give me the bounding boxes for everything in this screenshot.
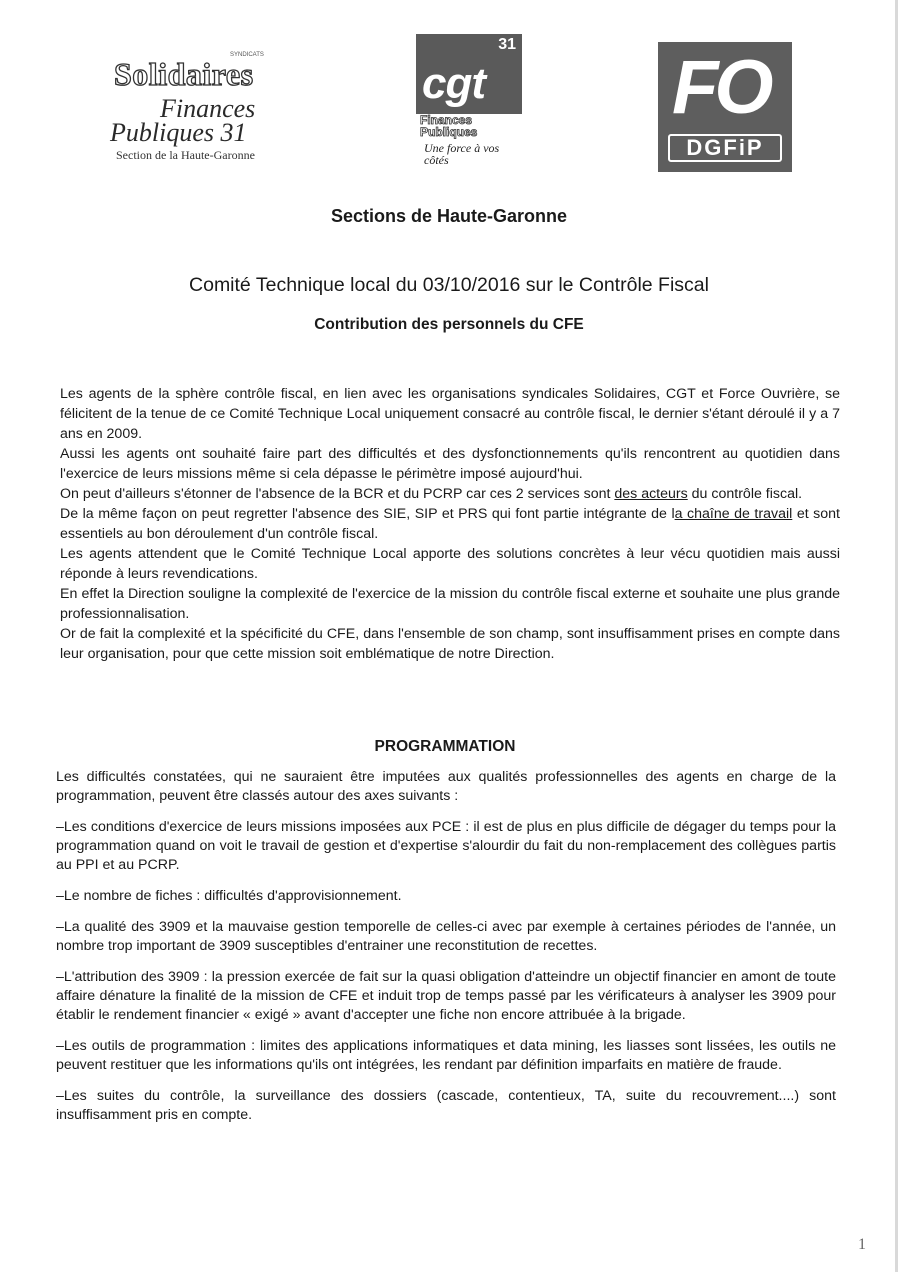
- intro-paragraph: Or de fait la complexité et la spécificité du CFE, dans l'ensemble de son champ, sont insuffisamment prises en compte dans leur organisation, pour que cette mission soit emblématique de notre Direction.: [60, 626, 840, 662]
- intro-paragraph: [60, 484, 840, 504]
- intro-paragraph: Aussi les agents ont souhaité faire part des difficultés et des dysfonctionnements qu'ils rencontrent au quotidien dans l'exercice de leurs missions même si cela dépasse le périmètre imposé aujourd'hui.: [60, 446, 840, 482]
- programmation-section: [56, 768, 836, 1125]
- programmation-item: –L'attribution des 3909 : la pression exercée de fait sur la quasi obligation d'atteindre un objectif financier en amont de toute affaire dénature la finalité de la mission de CFE et induit trop de temps passé par les vérificateurs à analyser les 3909 pour établir le rendement financier « exigé » avant d'accepter une fiche non encore attribuée à la brigade.: [56, 969, 836, 1023]
- cgt-logo-slogan: Une force à vos côtés: [424, 141, 500, 167]
- intro-paragraph: [60, 504, 840, 544]
- intro-text-span: et sont essentiels au bon déroulement d'un contrôle fiscal.: [60, 506, 840, 542]
- fo-logo: [658, 42, 792, 172]
- programmation-item: –Les conditions d'exercice de leurs missions imposées aux PCE : il est de plus en plus difficile de dégager du temps pour la programmation quand on voit le travail de gestion et d'expertise s'alourdir du fait du non-remplacement des collègues partis au PPI et au PCRP.: [56, 819, 836, 873]
- programmation-heading: PROGRAMMATION: [374, 738, 516, 755]
- underlined-text: a chaîne de travail: [674, 506, 793, 522]
- solidaires-logo-section: Section de la Haute-Garonne: [116, 148, 255, 162]
- underlined-text: des acteurs: [614, 486, 688, 502]
- fo-logo-word: FO: [672, 45, 770, 130]
- cgt-logo: [416, 34, 524, 166]
- fo-logo-sub: DGFiP: [668, 134, 782, 162]
- intro-text-span: du contrôle fiscal.: [687, 486, 803, 502]
- cgt-logo-number: 31: [498, 36, 516, 53]
- sections-heading: Sections de Haute-Garonne: [330, 206, 568, 226]
- page-number: 1: [858, 1236, 866, 1253]
- contribution-heading: Contribution des personnels du CFE: [314, 316, 584, 333]
- cgt-logo-word: cgt: [422, 59, 485, 108]
- cgt-logo-sub: Finances Publiques: [420, 113, 478, 139]
- programmation-lead: Les difficultés constatées, qui ne sauraient être imputées aux qualités professionnelles des agents en charge de la programmation, peuvent être classés autour des axes suivants :: [56, 769, 836, 804]
- programmation-item: –Le nombre de fiches : difficultés d'approvisionnement.: [56, 888, 402, 904]
- solidaires-logo-tiny: SYNDICATS: [230, 52, 264, 58]
- programmation-item: –Les outils de programmation : limites des applications informatiques et data mining, les liasses sont lissées, les outils ne peuvent restituer que les informations qu'ils ont intégrées, les rendant par définition imparfaits en matière de fraude.: [56, 1038, 836, 1073]
- intro-paragraph: Les agents de la sphère contrôle fiscal, en lien avec les organisations syndicales Solidaires, CGT et Force Ouvrière, se félicitent de la tenue de ce Comité Technique Local uniquement consacré au contrôle fiscal, le dernier s'étant déroulé il y a 7 ans en 2009.: [60, 386, 840, 442]
- comite-heading: Comité Technique local du 03/10/2016 sur le Contrôle Fiscal: [189, 274, 709, 296]
- programmation-item: –Les suites du contrôle, la surveillance des dossiers (cascade, contentieux, TA, suite du recouvrement....) sont insuffisamment pris en compte.: [56, 1088, 836, 1123]
- solidaires-logo-line1: Finances: [160, 94, 256, 123]
- intro-text-span: On peut d'ailleurs s'étonner de l'absence de la BCR et du PCRP car ces 2 services sont: [60, 486, 615, 502]
- solidaires-logo: [108, 52, 288, 164]
- cgt-logo-block: [416, 34, 522, 114]
- intro-text: [60, 384, 840, 664]
- solidaires-logo-title: Solidaires: [114, 56, 254, 92]
- intro-text-span: De la même façon on peut regretter l'absence des SIE, SIP et PRS qui font partie intégrante de l: [60, 506, 675, 522]
- intro-paragraph: En effet la Direction souligne la complexité de l'exercice de la mission du contrôle fiscal externe et souhaite une plus grande professionnalisation.: [60, 586, 840, 622]
- intro-paragraph: Les agents attendent que le Comité Technique Local apporte des solutions concrètes à leur vécu quotidien mais aussi réponde à leurs revendications.: [60, 546, 840, 582]
- solidaires-logo-line2: Publiques 31: [110, 118, 247, 147]
- programmation-item: –La qualité des 3909 et la mauvaise gestion temporelle de celles-ci avec par exemple à certaines périodes de l'année, un nombre trop important de 3909 susceptibles d'entrainer une reconstitution de recettes.: [56, 919, 836, 954]
